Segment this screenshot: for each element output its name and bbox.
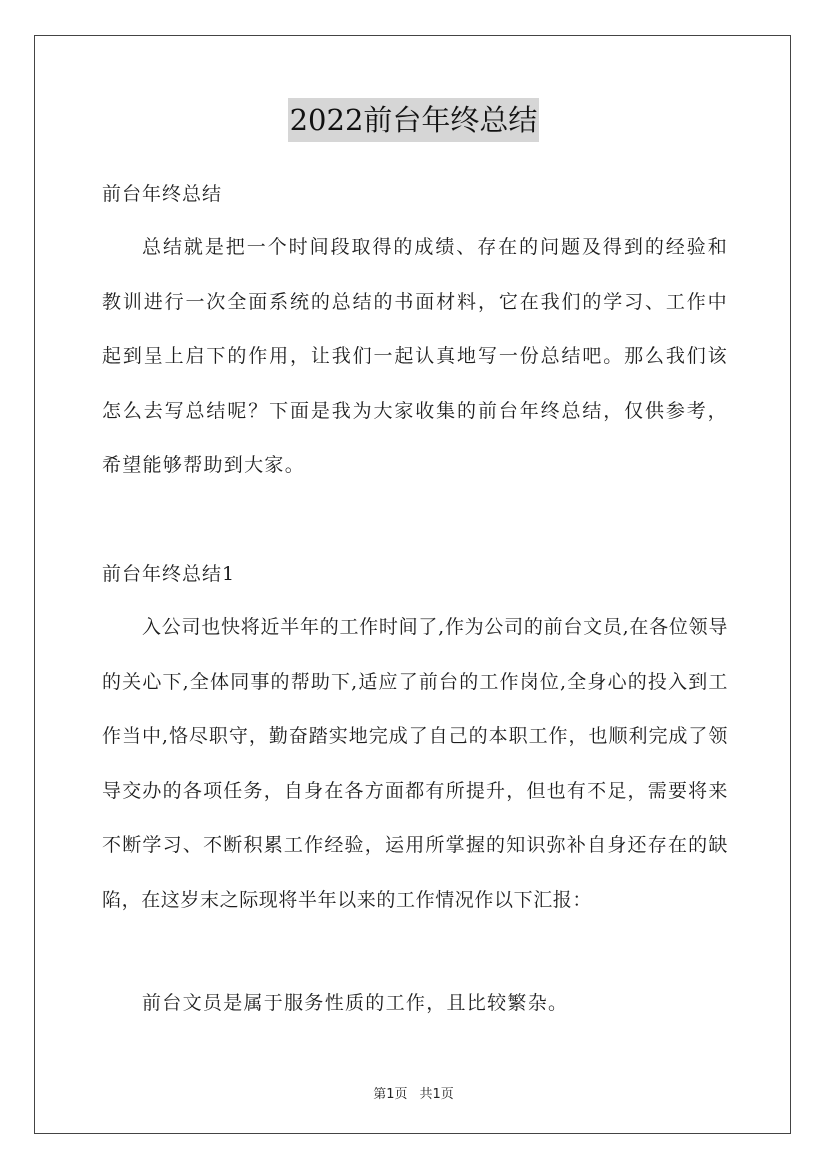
section-heading-1: 前台年终总结1	[102, 563, 236, 585]
document-title: 2022前台年终总结	[288, 98, 540, 142]
intro-heading: 前台年终总结	[102, 183, 223, 205]
section-paragraph-1: 入公司也快将近半年的工作时间了,作为公司的前台文员,在各位领导的关心下,全体同事的帮助下,适应了前台的工作岗位,全身心的投入到工作当中,恪尽职守，勤奋踏实地完成了自己的本职工作，也顺利完成了领导交办的各项任务，自身在各方面都有所提升，但也有不足，需要将来不断学习、不断积累工作经验，运用所掌握的知识弥补自身还存在的缺陷，在这岁末之际现将半年以来的工作情况作以下汇报：	[102, 616, 728, 911]
page-number: 第1页	[373, 1087, 408, 1102]
page-footer	[0, 1083, 827, 1102]
intro-paragraph: 总结就是把一个时间段取得的成绩、存在的问题及得到的经验和教训进行一次全面系统的总结的书面材料，它在我们的学习、工作中起到呈上启下的作用，让我们一起认真地写一份总结吧。那么我们该怎么去写总结呢？下面是我为大家收集的前台年终总结，仅供参考，希望能够帮助到大家。	[102, 236, 728, 476]
page-total: 共1页	[419, 1087, 454, 1102]
title-container	[0, 98, 827, 142]
section-paragraph-2: 前台文员是属于服务性质的工作，且比较繁杂。	[142, 992, 569, 1014]
